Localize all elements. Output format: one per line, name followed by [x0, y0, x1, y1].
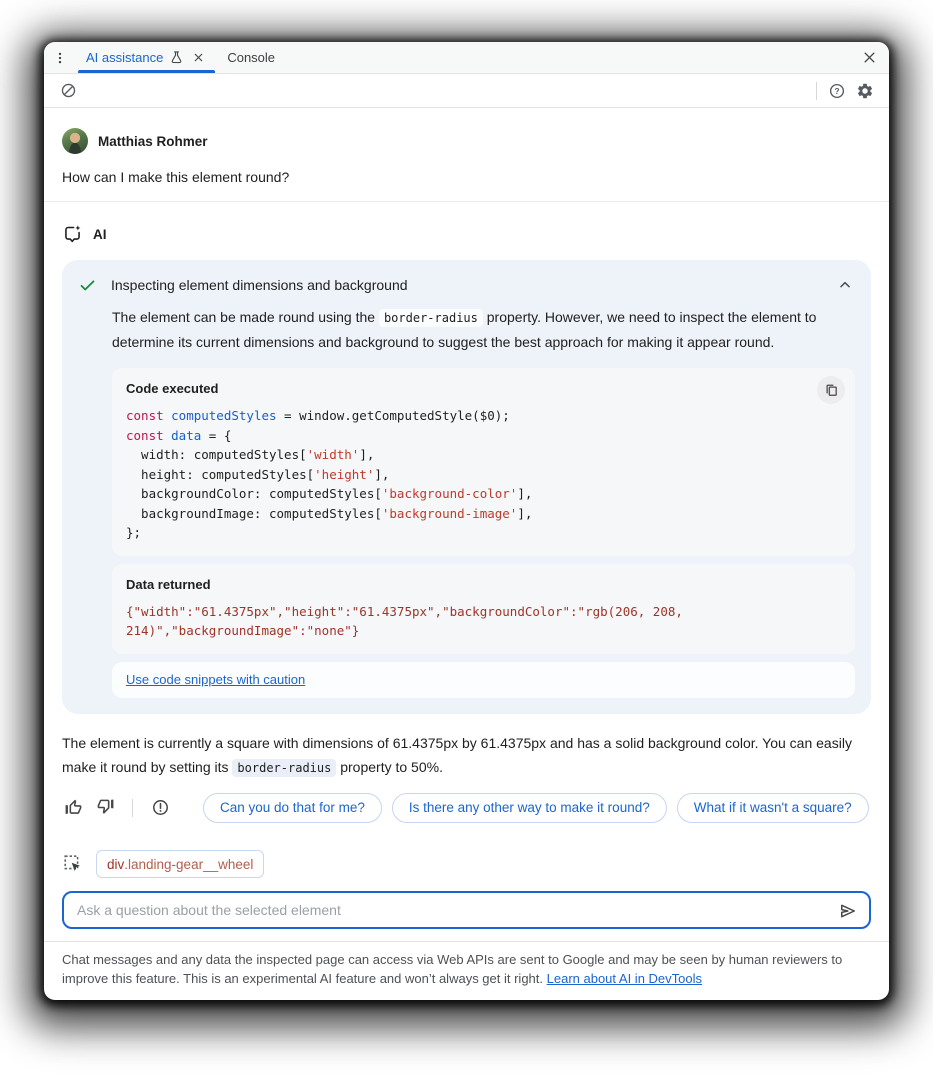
thumbs-up-button[interactable] — [62, 797, 84, 819]
step-paragraph — [112, 305, 855, 354]
settings-button[interactable] — [851, 77, 879, 105]
tab-bar — [44, 42, 889, 74]
data-returned-title: Data returned — [126, 576, 211, 592]
close-tab-button[interactable] — [190, 49, 207, 66]
disclaimer-footer — [44, 941, 889, 1000]
feedback-row — [62, 793, 871, 823]
report-icon — [151, 798, 170, 817]
ai-label: AI — [93, 227, 107, 242]
ai-answer-text2: property to 50%. — [336, 758, 443, 775]
selected-element-chip[interactable] — [96, 850, 264, 878]
suggestion-chips — [203, 793, 871, 823]
svg-text:?: ? — [834, 86, 840, 96]
kebab-icon — [53, 51, 67, 65]
inspect-element-icon[interactable] — [62, 853, 84, 875]
ai-answer-text: The element is currently a square with dimensions of 61.4375px by 61.4375px and has a solid background color. You can easily make it round by setting its — [62, 734, 852, 775]
send-button[interactable] — [835, 898, 861, 924]
gear-icon — [856, 82, 874, 100]
report-button[interactable] — [149, 797, 171, 819]
user-name: Matthias Rohmer — [98, 133, 208, 149]
clear-chat-button[interactable] — [54, 77, 82, 105]
tab-console[interactable] — [217, 42, 285, 73]
ai-message-header — [62, 224, 871, 245]
question-input-wrap — [62, 891, 871, 929]
inline-code-border-radius: border-radius — [379, 309, 483, 327]
devtools-ai-panel — [44, 42, 889, 1000]
code-executed-title: Code executed — [126, 381, 219, 396]
caution-strip — [112, 662, 855, 698]
step-title: Inspecting element dimensions and background — [111, 277, 408, 293]
step-paragraph-text2: property. However, we need to inspect the element to determine its current dimensions and background to suggest the best approach for making it appear round. — [112, 309, 817, 350]
send-icon — [838, 901, 858, 921]
message-divider — [44, 201, 889, 202]
feedback-divider — [132, 799, 133, 817]
step-body — [112, 305, 855, 698]
step-paragraph-text: The element can be made round using the — [112, 309, 379, 325]
close-icon — [192, 51, 205, 64]
selected-element-row — [62, 850, 871, 878]
inline-code-border-radius-answer: border-radius — [232, 759, 336, 777]
user-message-text: How can I make this element round? — [62, 169, 290, 185]
thumbs-down-button[interactable] — [94, 797, 116, 819]
copy-code-button[interactable] — [817, 376, 845, 404]
step-header[interactable] — [78, 275, 855, 295]
close-icon — [862, 50, 877, 65]
question-input[interactable] — [62, 891, 871, 929]
tab-ai-assistance-label: AI assistance — [86, 50, 164, 65]
tabbar-spacer — [285, 42, 849, 73]
suggestion-chip-2[interactable]: Is there any other way to make it round? — [392, 793, 667, 823]
disclaimer-text: Chat messages and any data the inspected page can access via Web APIs are sent to Google and may be seen by human reviewers to improve this feature. This is an experimental AI feature and won’t always get it right. — [62, 952, 843, 986]
help-button[interactable] — [823, 77, 851, 105]
ai-sparkle-icon — [62, 224, 83, 245]
suggestion-chip-3[interactable]: What if it wasn't a square? — [677, 793, 869, 823]
copy-icon — [824, 383, 839, 398]
toolbar-divider — [816, 82, 817, 100]
help-icon — [828, 82, 846, 100]
composer — [44, 850, 889, 929]
flask-icon — [169, 50, 184, 65]
selected-element-tag: div — [107, 856, 125, 872]
user-message-header — [62, 128, 871, 154]
suggestion-chip-1[interactable]: Can you do that for me? — [203, 793, 382, 823]
thumbs-up-icon — [64, 798, 83, 817]
code-executed-block — [112, 368, 855, 556]
learn-about-ai-link[interactable]: Learn about AI in DevTools — [546, 971, 703, 986]
tab-console-label: Console — [227, 50, 276, 65]
thumbs-down-icon — [96, 798, 115, 817]
selected-element-classes: .landing-gear__wheel — [124, 856, 254, 872]
chevron-up-icon — [837, 277, 853, 293]
block-icon — [60, 82, 77, 99]
avatar — [62, 128, 88, 154]
feedback-icons — [62, 797, 171, 819]
code-executed-content: const computedStyles = window.getComputedStyle($0); const data = { width: computedStyles['width'], height: computedStyles['height'], backgroundColor: computedStyles['background-color'], backgroundImage: computedStyles['background-image'], }; — [126, 408, 533, 540]
data-returned-content: {"width":"61.4375px","height":"61.4375px","backgroundColor":"rgb(206, 208, 214)","backgroundImage":"none"} — [126, 603, 683, 638]
panel-toolbar — [44, 74, 889, 108]
caution-link[interactable]: Use code snippets with caution — [126, 671, 306, 687]
tab-ai-assistance[interactable] — [76, 42, 217, 73]
ai-step-card — [62, 260, 871, 714]
collapse-step-button[interactable] — [835, 275, 855, 295]
ai-answer — [62, 731, 871, 780]
chat-area — [44, 108, 889, 850]
more-tools-menu-button[interactable] — [44, 42, 76, 73]
close-devtools-button[interactable] — [849, 42, 889, 73]
check-icon — [78, 276, 97, 295]
data-returned-block — [112, 564, 855, 654]
